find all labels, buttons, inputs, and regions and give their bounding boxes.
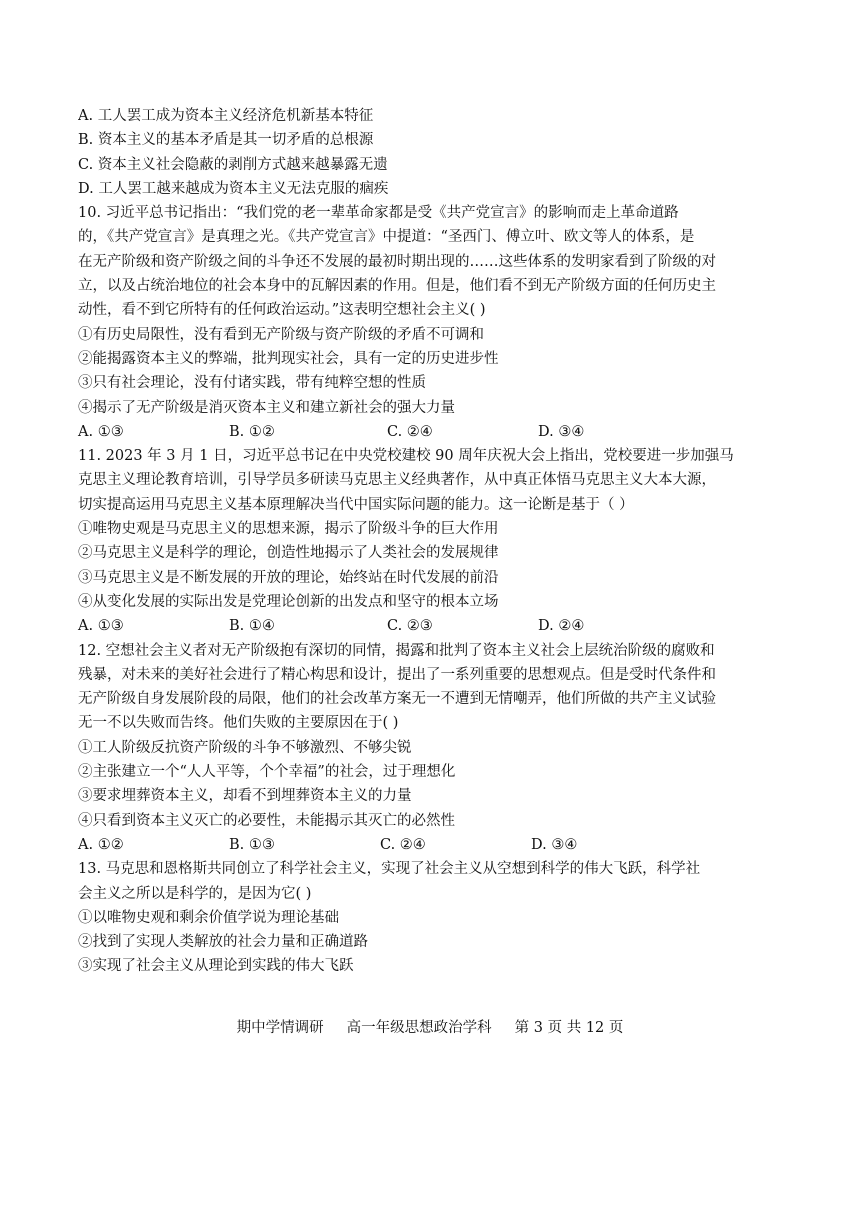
question-stem-line: 在无产阶级和资产阶级之间的斗争还不发展的最初时期出现的……这些体系的发明家看到了阶级的对 xyxy=(78,253,716,270)
option-b: B. 资本主义的基本矛盾是其一切矛盾的总根源 xyxy=(78,132,374,149)
question-stem-line: 会主义之所以是科学的，是因为它( ) xyxy=(78,885,312,902)
statement-4: ④揭示了无产阶级是消灭资本主义和建立新社会的强大力量 xyxy=(78,399,455,416)
choice-b: B. ①③ xyxy=(229,836,275,853)
choice-d: D. ③④ xyxy=(538,423,585,440)
option-a: A. 工人罢工成为资本主义经济危机新基本特征 xyxy=(78,108,374,124)
question-11 xyxy=(78,444,782,638)
choice-c: C. ②④ xyxy=(387,423,433,440)
choice-d: D. ③④ xyxy=(531,836,578,853)
question-stem-line: 的，《共产党宣言》是真理之光。《共产党宣言》中提道：“圣西门、傅立叶、欧文等人的体系，是 xyxy=(78,229,695,246)
statement-1: ①有历史局限性，没有看到无产阶级与资产阶级的矛盾不可调和 xyxy=(78,326,484,343)
question-13 xyxy=(78,857,782,978)
question-stem-line: 切实提高运用马克思主义基本原理解决当代中国实际问题的能力。这一论断是基于（ ） xyxy=(78,496,634,513)
statement-2: ②主张建立一个“人人平等，个个幸福”的社会，过于理想化 xyxy=(78,764,456,781)
answer-choices xyxy=(78,420,782,444)
statement-2: ②马克思主义是科学的理论，创造性地揭示了人类社会的发展规律 xyxy=(78,545,499,562)
question-stem-line: 无产阶级自身发展阶段的局限，他们的社会改革方案无一不遭到无情嘲弄，他们所做的共产主义试验 xyxy=(78,691,716,708)
question-stem-line: 13. 马克思和恩格斯共同创立了科学社会主义，实现了社会主义从空想到科学的伟大飞跃，科学社 xyxy=(78,861,701,878)
question-stem-line: 11. 2023 年 3 月 1 日，习近平总书记在中央党校建校 90 周年庆祝大会上指出，党校要进一步加强马 xyxy=(78,448,734,465)
question-12 xyxy=(78,639,782,858)
option-d: D. 工人罢工越来越成为资本主义无法克服的痼疾 xyxy=(78,180,389,197)
choice-b: B. ①④ xyxy=(229,618,275,635)
question-10 xyxy=(78,201,782,444)
choice-c: C. ②④ xyxy=(380,836,426,853)
question-stem-line: 12. 空想社会主义者对无产阶级抱有深切的同情，揭露和批判了资本主义社会上层统治阶级的腐败和 xyxy=(78,642,715,659)
statement-3: ③要求埋葬资本主义，却看不到埋葬资本主义的力量 xyxy=(78,788,412,805)
choice-b: B. ①② xyxy=(229,423,275,440)
choice-a: A. ①② xyxy=(78,836,124,853)
statement-1: ①以唯物史观和剩余价值学说为理论基础 xyxy=(78,909,339,926)
statement-3: ③马克思主义是不断发展的开放的理论，始终站在时代发展的前沿 xyxy=(78,569,499,586)
question-stem-line: 动性，看不到它所特有的任何政治运动。”这表明空想社会主义( ) xyxy=(78,302,486,319)
statement-4: ④只看到资本主义灭亡的必要性，未能揭示其灭亡的必然性 xyxy=(78,812,455,829)
footer-exam-name: 期中学情调研 xyxy=(236,1020,324,1036)
question-stem-line: 立，以及占统治地位的社会本身中的瓦解因素的作用。但是，他们看不到无产阶级方面的任何历史主 xyxy=(78,278,716,295)
question-9-options xyxy=(78,104,782,201)
answer-choices xyxy=(78,833,782,857)
footer-page-number: 第 3 页 共 12 页 xyxy=(514,1020,624,1036)
statement-2: ②能揭露资本主义的弊端，批判现实社会，具有一定的历史进步性 xyxy=(78,350,499,367)
choice-a: A. ①③ xyxy=(78,423,124,440)
statement-2: ②找到了实现人类解放的社会力量和正确道路 xyxy=(78,934,368,951)
choice-c: C. ②③ xyxy=(387,618,433,635)
choice-d: D. ②④ xyxy=(538,618,585,635)
footer-subject: 高一年级思想政治学科 xyxy=(346,1020,492,1036)
statement-3: ③只有社会理论，没有付诸实践，带有纯粹空想的性质 xyxy=(78,375,426,392)
statement-4: ④从变化发展的实际出发是党理论创新的出发点和坚守的根本立场 xyxy=(78,593,499,610)
answer-choices xyxy=(78,614,782,638)
statement-3: ③实现了社会主义从理论到实践的伟大飞跃 xyxy=(78,958,354,975)
choice-a: A. ①③ xyxy=(78,618,124,635)
question-stem-line: 残暴，对未来的美好社会进行了精心构思和设计，提出了一系列重要的思想观点。但是受时代条件和 xyxy=(78,666,716,683)
statement-1: ①唯物史观是马克思主义的思想来源，揭示了阶级斗争的巨大作用 xyxy=(78,521,499,538)
question-stem-line: 无一不以失败而告终。他们失败的主要原因在于( ) xyxy=(78,715,399,732)
question-stem-line: 10. 习近平总书记指出：“我们党的老一辈革命家都是受《共产党宣言》的影响而走上革命道路 xyxy=(78,205,679,222)
exam-page xyxy=(78,104,782,979)
page-footer xyxy=(0,1017,860,1039)
option-c: C. 资本主义社会隐蔽的剥削方式越来越暴露无遗 xyxy=(78,156,388,173)
statement-1: ①工人阶级反抗资产阶级的斗争不够激烈、不够尖锐 xyxy=(78,739,412,756)
question-stem-line: 克思主义理论教育培训，引导学员多研读马克思主义经典著作，从中真正体悟马克思主义大本大源， xyxy=(78,472,716,489)
